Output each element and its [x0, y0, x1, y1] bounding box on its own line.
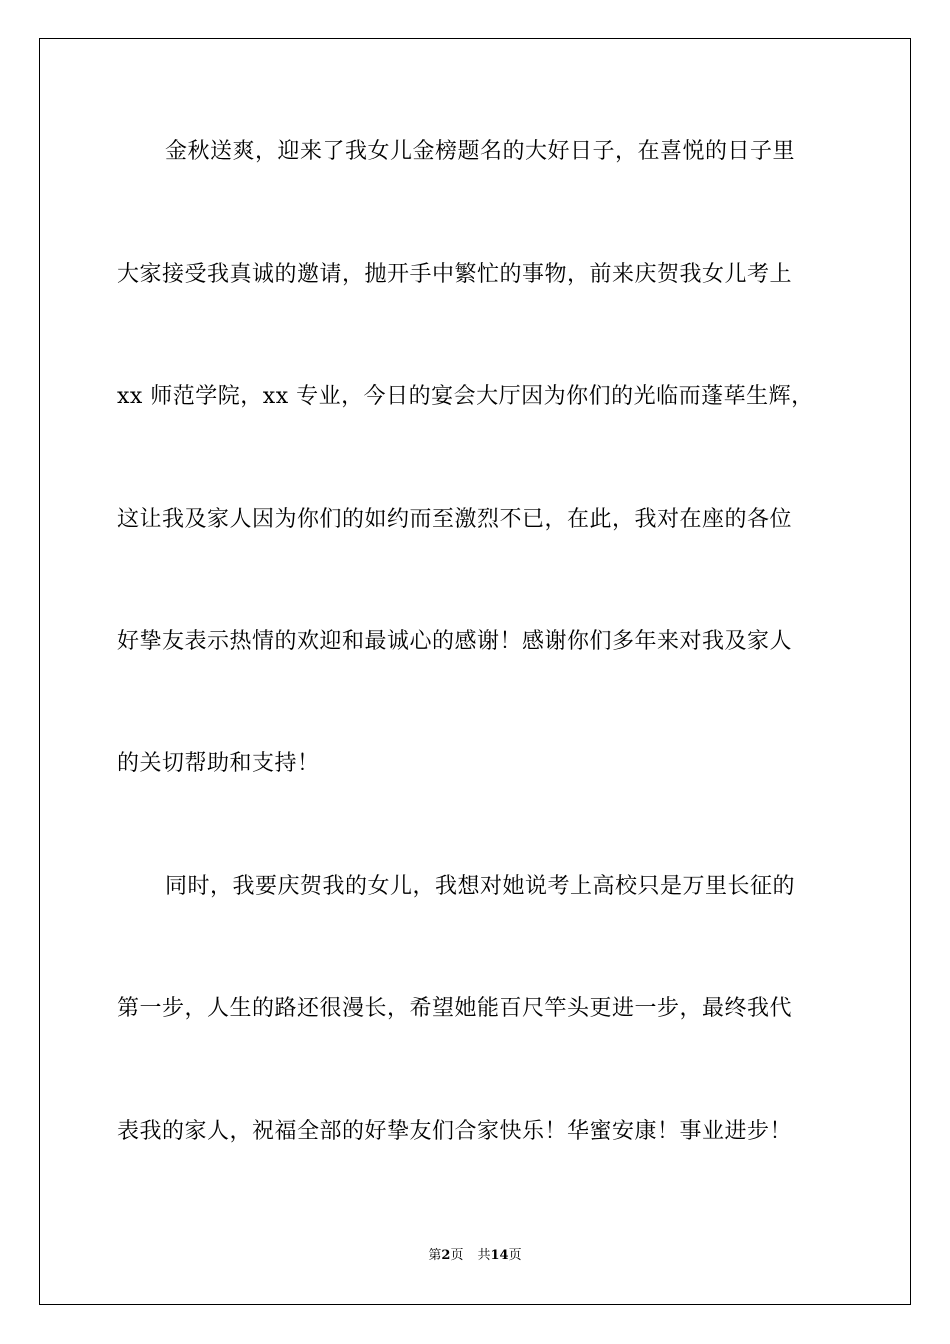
paragraph-1-line-3: xx 师范学院，xx 专业，今日的宴会大厅因为你们的光临而蓬荜生辉， — [117, 384, 814, 409]
paragraph-2-line-2: 第一步，人生的路还很漫长，希望她能百尺竿头更进一步，最终我代 — [117, 996, 793, 1021]
paragraph-1-line-1: 金秋送爽，迎来了我女儿金榜题名的大好日子，在喜悦的日子里 — [165, 139, 796, 164]
total-suffix: 页 — [508, 1248, 522, 1263]
page-border — [39, 38, 911, 1305]
paragraph-1-line-4: 这让我及家人因为你们的如约而至激烈不已，在此，我对在座的各位 — [117, 507, 793, 532]
paragraph-2-line-1: 同时，我要庆贺我的女儿，我想对她说考上高校只是万里长征的 — [165, 874, 796, 899]
page-suffix: 页 — [450, 1248, 464, 1263]
paragraph-2-line-3: 表我的家人，祝福全部的好挚友们合家快乐！华蜜安康！事业进步！ — [117, 1119, 793, 1144]
total-pages: 14 — [490, 1248, 509, 1263]
page-number: 2 — [441, 1248, 451, 1263]
total-prefix: 共 — [477, 1248, 491, 1263]
page-prefix: 第 — [428, 1248, 442, 1263]
paragraph-1-line-6: 的关切帮助和支持！ — [117, 751, 320, 776]
paragraph-1-line-2: 大家接受我真诚的邀请，抛开手中繁忙的事物，前来庆贺我女儿考上 — [117, 262, 793, 287]
paragraph-1-line-5: 好挚友表示热情的欢迎和最诚心的感谢！感谢你们多年来对我及家人 — [117, 629, 793, 654]
page-footer — [0, 1248, 950, 1264]
